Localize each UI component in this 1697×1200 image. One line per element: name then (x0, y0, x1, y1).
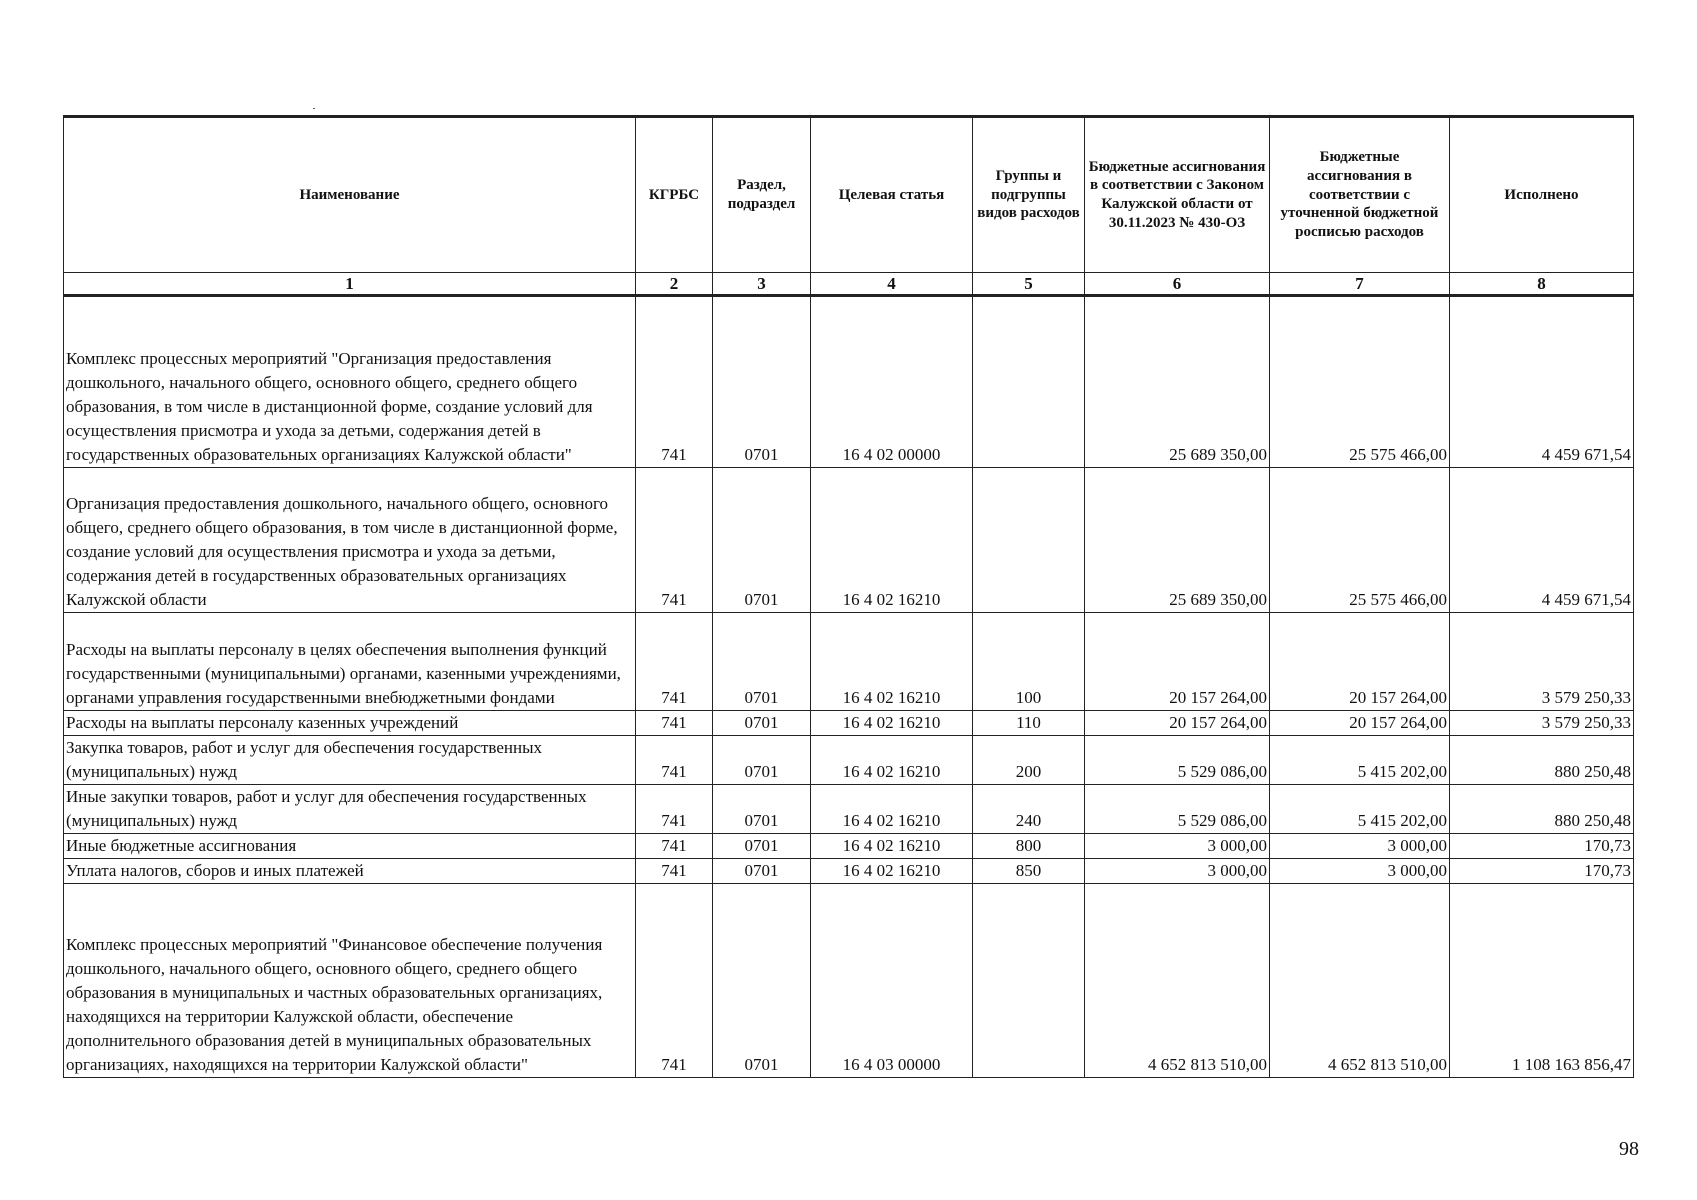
column-number: 8 (1450, 273, 1634, 296)
row-refined-allocation: 25 575 466,00 (1270, 468, 1450, 613)
column-number: 3 (713, 273, 811, 296)
row-law-allocation: 3 000,00 (1085, 834, 1270, 859)
row-refined-allocation: 20 157 264,00 (1270, 613, 1450, 711)
row-law-allocation: 3 000,00 (1085, 859, 1270, 884)
row-name: Расходы на выплаты персоналу казенных учреждений (64, 711, 636, 736)
header-kgrbs: КГРБС (636, 117, 713, 273)
column-number: 5 (973, 273, 1085, 296)
header-row (64, 117, 1634, 273)
row-group: 200 (973, 736, 1085, 785)
table-row (64, 859, 1634, 884)
row-article: 16 4 02 16210 (811, 468, 973, 613)
budget-execution-table (63, 115, 1634, 1078)
page-number: 98 (1619, 1138, 1639, 1160)
row-kgrbs: 741 (636, 296, 713, 468)
row-name: Комплекс процессных мероприятий "Финансовое обеспечение получения дошкольного, начального общего, основного общего, среднего общего образования в муниципальных и частных образовательных организациях, находящихся на территории Калужской области, обеспечение дополнительного образования детей в муниципальных образовательных организациях, находящихся на территории Калужской области" (64, 884, 636, 1078)
row-section: 0701 (713, 884, 811, 1078)
row-article: 16 4 02 16210 (811, 859, 973, 884)
table-row (64, 468, 1634, 613)
table-row (64, 736, 1634, 785)
header-article: Целевая статья (811, 117, 973, 273)
table-row (64, 613, 1634, 711)
row-executed: 4 459 671,54 (1450, 296, 1634, 468)
column-number: 4 (811, 273, 973, 296)
row-article: 16 4 02 16210 (811, 613, 973, 711)
row-kgrbs: 741 (636, 884, 713, 1078)
header-law-allocation: Бюджетные ассигнования в соответствии с Законом Калужской области от 30.11.2023 № 430-ОЗ (1085, 117, 1270, 273)
row-group: 850 (973, 859, 1085, 884)
row-kgrbs: 741 (636, 711, 713, 736)
row-group: 100 (973, 613, 1085, 711)
row-section: 0701 (713, 296, 811, 468)
row-law-allocation: 25 689 350,00 (1085, 468, 1270, 613)
row-executed: 170,73 (1450, 859, 1634, 884)
row-law-allocation: 20 157 264,00 (1085, 711, 1270, 736)
table-row (64, 296, 1634, 468)
row-executed: 170,73 (1450, 834, 1634, 859)
row-executed: 880 250,48 (1450, 785, 1634, 834)
row-section: 0701 (713, 785, 811, 834)
row-refined-allocation: 5 415 202,00 (1270, 785, 1450, 834)
row-executed: 3 579 250,33 (1450, 613, 1634, 711)
row-kgrbs: 741 (636, 736, 713, 785)
row-kgrbs: 741 (636, 834, 713, 859)
row-article: 16 4 03 00000 (811, 884, 973, 1078)
row-refined-allocation: 25 575 466,00 (1270, 296, 1450, 468)
row-group: 110 (973, 711, 1085, 736)
row-section: 0701 (713, 613, 811, 711)
row-law-allocation: 4 652 813 510,00 (1085, 884, 1270, 1078)
row-law-allocation: 5 529 086,00 (1085, 736, 1270, 785)
row-executed: 4 459 671,54 (1450, 468, 1634, 613)
column-number: 6 (1085, 273, 1270, 296)
header-section: Раздел, подраздел (713, 117, 811, 273)
row-name: Иные бюджетные ассигнования (64, 834, 636, 859)
row-article: 16 4 02 00000 (811, 296, 973, 468)
row-name: Расходы на выплаты персоналу в целях обеспечения выполнения функций государственными (муниципальными) органами, казенными учреждениями, органами управления государственными внебюджетными фондами (64, 613, 636, 711)
column-number: 7 (1270, 273, 1450, 296)
row-name: Организация предоставления дошкольного, начального общего, основного общего, среднего общего образования, в том числе в дистанционной форме, создание условий для осуществления присмотра и ухода за детьми, содержания детей в государственных образовательных организациях Калужской области (64, 468, 636, 613)
row-article: 16 4 02 16210 (811, 736, 973, 785)
row-executed: 3 579 250,33 (1450, 711, 1634, 736)
row-name: Иные закупки товаров, работ и услуг для обеспечения государственных (муниципальных) нужд (64, 785, 636, 834)
row-section: 0701 (713, 468, 811, 613)
row-executed: 880 250,48 (1450, 736, 1634, 785)
row-refined-allocation: 3 000,00 (1270, 859, 1450, 884)
header-refined-allocation: Бюджетные ассигнования в соответствии с уточненной бюджетной росписью расходов (1270, 117, 1450, 273)
row-group (973, 296, 1085, 468)
table-row (64, 884, 1634, 1078)
header-group: Группы и подгруппы видов расходов (973, 117, 1085, 273)
row-article: 16 4 02 16210 (811, 785, 973, 834)
row-section: 0701 (713, 711, 811, 736)
row-article: 16 4 02 16210 (811, 711, 973, 736)
row-kgrbs: 741 (636, 613, 713, 711)
row-executed: 1 108 163 856,47 (1450, 884, 1634, 1078)
row-refined-allocation: 5 415 202,00 (1270, 736, 1450, 785)
row-name: Уплата налогов, сборов и иных платежей (64, 859, 636, 884)
row-kgrbs: 741 (636, 468, 713, 613)
table-row (64, 834, 1634, 859)
column-number: 1 (64, 273, 636, 296)
row-refined-allocation: 20 157 264,00 (1270, 711, 1450, 736)
row-group: 800 (973, 834, 1085, 859)
row-name: Закупка товаров, работ и услуг для обеспечения государственных (муниципальных) нужд (64, 736, 636, 785)
header-executed: Исполнено (1450, 117, 1634, 273)
row-law-allocation: 5 529 086,00 (1085, 785, 1270, 834)
row-refined-allocation: 4 652 813 510,00 (1270, 884, 1450, 1078)
row-refined-allocation: 3 000,00 (1270, 834, 1450, 859)
table-row (64, 711, 1634, 736)
row-name: Комплекс процессных мероприятий "Организация предоставления дошкольного, начального общего, основного общего, среднего общего образования, в том числе в дистанционной форме, создание условий для осуществления присмотра и ухода за детьми, содержания детей в государственных образовательных организациях Калужской области" (64, 296, 636, 468)
table-row (64, 785, 1634, 834)
row-kgrbs: 741 (636, 785, 713, 834)
row-law-allocation: 25 689 350,00 (1085, 296, 1270, 468)
header-name: Наименование (64, 117, 636, 273)
scan-speck (313, 108, 315, 109)
row-section: 0701 (713, 859, 811, 884)
row-section: 0701 (713, 736, 811, 785)
row-kgrbs: 741 (636, 859, 713, 884)
row-group (973, 884, 1085, 1078)
row-group (973, 468, 1085, 613)
row-law-allocation: 20 157 264,00 (1085, 613, 1270, 711)
column-number-row (64, 273, 1634, 296)
row-group: 240 (973, 785, 1085, 834)
column-number: 2 (636, 273, 713, 296)
row-article: 16 4 02 16210 (811, 834, 973, 859)
row-section: 0701 (713, 834, 811, 859)
